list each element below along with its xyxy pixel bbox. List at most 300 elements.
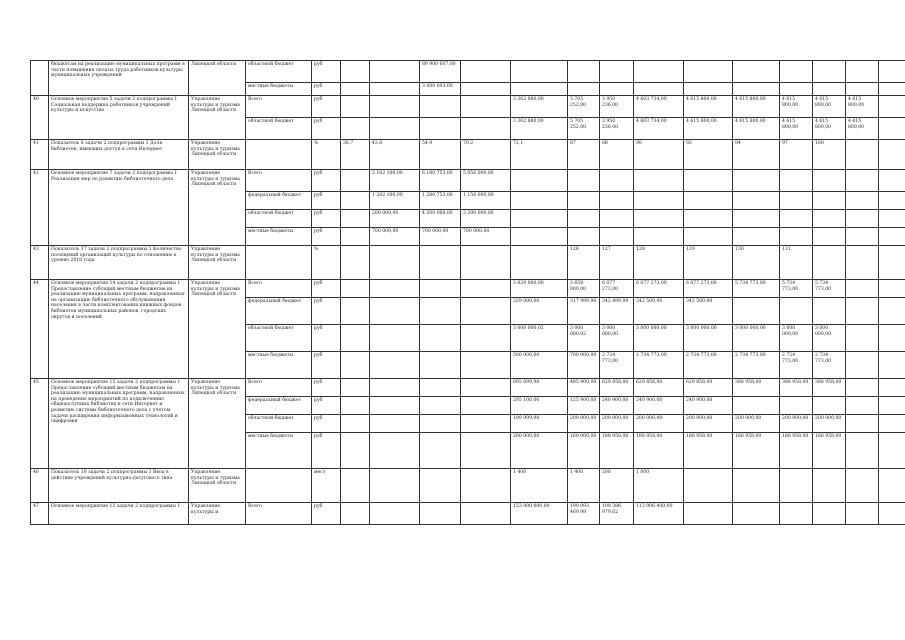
table-cell: 695 099,98 [511,379,568,397]
table-cell [600,210,634,228]
table-cell: руб [312,503,341,525]
table-cell [420,352,461,379]
table-cell [420,118,461,140]
table-cell: федеральный бюджет [246,298,312,325]
table-cell [511,170,568,192]
table-cell: Основное мероприятие 14 задачи 2 подпрограммы 1 Предоставление субсидий местным бюджетам на реализацию муниципальных программ, направленных на организацию библиотечного обслуживания населения в части комплектования книжных фондов библиотек муниципальных районов, городских округов и поселений [49,280,189,379]
table-cell [600,61,634,83]
table-cell [780,298,813,325]
table-cell: 700 000,00 [420,228,461,246]
table-cell [511,228,568,246]
table-cell: местные бюджеты [246,433,312,469]
table-cell [511,61,568,83]
table-cell: 90 [634,140,684,170]
table-cell [420,415,461,433]
table-cell [246,469,312,503]
table-cell [879,433,905,469]
table-cell: 1 400 [568,469,600,503]
table-cell: 5 734 773,00 [780,280,813,298]
table-cell [780,61,813,83]
table-cell [733,170,780,192]
table-cell: 188 958,00 [733,433,780,469]
table-cell: 4 615 800,00 [780,96,813,118]
table-cell: 4 603 734,00 [634,96,684,118]
table-cell: 700 000,00 [370,228,420,246]
table-cell: 200 000,00 [733,415,780,433]
table-cell [846,210,879,228]
table-cell [846,140,879,170]
table-cell [370,379,420,397]
table-cell: Управление культуры и туризма Липецкой области [189,469,246,503]
table-cell [370,469,420,503]
table-cell: 200 000,00 [684,415,733,433]
table-row [31,96,905,118]
table-cell: Показатель 17 задачи 2 подпрограммы 1 Количество посещений организаций культуры по отношению к уровню 2010 года [49,246,189,280]
table-cell [813,192,846,210]
table-cell: 153 000 000,00 [511,503,568,525]
table-cell [341,352,370,379]
table-cell [634,61,684,83]
table-cell [511,192,568,210]
table-cell: 3 000 003,00 [420,83,461,96]
table-cell: Показатель 18 задачи 2 подпрограммы 1 Ввод в действие учреждений культурно-досугового типа [49,469,189,503]
table-cell: 54,9 [420,140,461,170]
table-cell: руб [312,83,341,96]
table-cell [684,228,733,246]
table-cell [879,325,905,352]
table-cell: 190 993 469,98 [568,503,600,525]
table-cell [461,503,511,525]
table-cell [370,298,420,325]
table-cell [684,469,733,503]
table-cell: руб [312,118,341,140]
table-row [31,61,905,83]
table-cell [846,325,879,352]
table-cell [420,280,461,298]
table-cell: 342 500,00 [634,298,684,325]
table-cell [370,352,420,379]
table-cell: 5 705 252,00 [568,118,600,140]
table-cell: Управление культуры и туризма Липецкой области [189,280,246,379]
table-cell [246,140,312,170]
table-cell: 1 156 000,00 [461,192,511,210]
table-cell: Всего [246,280,312,298]
table-cell [733,228,780,246]
table-cell [370,280,420,298]
table-cell [879,170,905,192]
table-cell [420,379,461,397]
table-cell: руб [312,96,341,118]
table-cell [846,433,879,469]
table-cell: 629 858,00 [634,379,684,397]
table-cell: 1 400 [511,469,568,503]
table-cell: 200 [600,469,634,503]
table-cell: Показатель 8 задачи 2 подпрограммы 1 Доля библиотек, имеющих доступ к сети Интернет [49,140,189,170]
table-cell [684,192,733,210]
table-cell: 4 615 800,00 [780,118,813,140]
table-cell [370,96,420,118]
table-cell: 388 958,00 [813,379,846,397]
table-cell: 109 386 979,62 [600,503,634,525]
table-cell [600,192,634,210]
table-cell: 4 603 734,00 [634,118,684,140]
table-row [31,280,905,298]
table-cell: 42 [31,170,49,246]
table-cell [879,228,905,246]
table-cell: 46 [31,469,49,503]
table-cell: областной бюджет [246,210,312,228]
table-cell [684,210,733,228]
table-cell: 1 282 100,00 [370,192,420,210]
table-cell [846,379,879,397]
table-cell: 4 615 800,00 [684,96,733,118]
table-cell [370,325,420,352]
table-cell: 72,1 [511,140,568,170]
table-cell [846,397,879,415]
table-cell: областной бюджет [246,415,312,433]
table-cell: 131 [780,246,813,280]
table-cell: 2 734 773,00 [780,352,813,379]
table-cell [879,298,905,325]
table-cell [879,61,905,83]
table-cell: 200 000,00 [370,210,420,228]
table-cell: 5 734 773,00 [733,280,780,298]
table-cell [634,210,684,228]
table-cell: 2 182 100,00 [370,170,420,192]
table-cell: 4 615 800,00 [846,96,879,118]
table-cell: 2 734 773,00 [600,352,634,379]
table-cell [420,96,461,118]
table-cell: 3 000 000,00 [634,325,684,352]
table-cell: 3 362 880,00 [511,118,568,140]
table-cell: 6 077 273,00 [600,280,634,298]
table-cell [733,469,780,503]
table-cell: бюджетам на реализацию муниципальных программ в части повышения оплаты труда работников культуры муниципальных учреждений [49,61,189,96]
table-cell: руб [312,397,341,415]
table-cell [684,170,733,192]
table-cell: руб [312,433,341,469]
table-cell: 3 658 000,00 [568,280,600,298]
table-cell [568,228,600,246]
table-cell [461,433,511,469]
table-cell [780,228,813,246]
table-cell [511,83,568,96]
table-cell: 5 056 000,00 [461,170,511,192]
table-cell [341,210,370,228]
table-cell: 4 615 800,00 [813,118,846,140]
table-cell: 3 829 000,00 [511,280,568,298]
table-cell [461,83,511,96]
table-cell [341,397,370,415]
table-cell [341,415,370,433]
table-cell [341,61,370,83]
table-cell: 3 000 000,00 [813,325,846,352]
table-cell [846,503,879,525]
table-cell: 113 906 400,00 [634,503,684,525]
table-cell: руб [312,210,341,228]
table-row [31,170,905,192]
table-cell: Управление культуры и [189,503,246,525]
table-cell: 3 000 000,02 [511,325,568,352]
table-cell [568,170,600,192]
table-cell: 70,2 [461,140,511,170]
table-cell [879,192,905,210]
table-cell [600,228,634,246]
table-row [31,246,905,280]
table-cell: руб [312,379,341,397]
table-cell: руб [312,170,341,192]
table-cell: 45 [31,379,49,469]
table-cell [846,298,879,325]
table-cell [341,503,370,525]
table-cell: 41 [31,140,49,170]
table-cell [813,397,846,415]
table-cell: 200 000,00 [511,433,568,469]
table-cell [341,246,370,280]
table-cell: 2 734 773,00 [733,352,780,379]
table-cell [846,170,879,192]
table-cell [780,397,813,415]
table-cell: 188 958,00 [600,433,634,469]
table-cell: 3 000 000,00 [600,325,634,352]
table-cell [370,415,420,433]
table-cell [780,192,813,210]
table-cell: 188 958,00 [780,433,813,469]
table-cell: 89 900 607,00 [420,61,461,83]
table-cell [813,246,846,280]
table-cell [341,83,370,96]
table-cell: местные бюджеты [246,352,312,379]
table-cell [461,352,511,379]
table-cell [341,433,370,469]
table-cell: федеральный бюджет [246,192,312,210]
table-cell: 240 900,00 [634,397,684,415]
table-row [31,379,905,397]
table-cell [370,61,420,83]
table-row [31,469,905,503]
table-cell: 88 [600,140,634,170]
table-cell: руб [312,415,341,433]
table-cell: 92 [684,140,733,170]
table-cell: руб [312,298,341,325]
table-cell [879,397,905,415]
table-cell [846,469,879,503]
table-cell [733,83,780,96]
table-cell: 240 900,00 [600,397,634,415]
table-cell: руб [312,325,341,352]
table-cell: 700 000,00 [568,352,600,379]
table-cell [341,379,370,397]
table-cell: % [312,246,341,280]
table-cell: Управление культуры и туризма Липецкой области [189,379,246,469]
table-cell [370,433,420,469]
table-cell [341,325,370,352]
table-cell: 329 000,00 [511,298,568,325]
table-cell [813,210,846,228]
table-cell: 1 280 753,00 [420,192,461,210]
table-cell [461,298,511,325]
table-cell: 3 000 000,00 [684,325,733,352]
table-cell: областной бюджет [246,61,312,83]
table-cell [780,469,813,503]
table-cell: руб [312,61,341,83]
table-cell [813,469,846,503]
table-cell: Основное мероприятие 7 задачи 2 подпрограммы 1 Реализация мер по развитию библиотечного дела [49,170,189,246]
table-cell [634,83,684,96]
table-cell: 200 000,00 [780,415,813,433]
table-cell: 40 [31,96,49,140]
table-cell [733,192,780,210]
table-cell: 44 [31,280,49,379]
table-cell [341,192,370,210]
table-cell: 87 [568,140,600,170]
table-cell [341,118,370,140]
table-cell: местные бюджеты [246,83,312,96]
table-cell [568,210,600,228]
table-cell: 130 [733,246,780,280]
table-cell: 4 615 800,00 [813,96,846,118]
table-cell [370,503,420,525]
table-cell [420,397,461,415]
table-cell: местные бюджеты [246,228,312,246]
table-cell [879,210,905,228]
table-cell [733,210,780,228]
table-cell: 129 [684,246,733,280]
table-cell [341,96,370,118]
table-cell [420,246,461,280]
table-cell: 200 000,00 [813,415,846,433]
table-cell: 188 958,00 [813,433,846,469]
table-cell [879,469,905,503]
table-cell [341,170,370,192]
table-cell: 3 000 000,00 [733,325,780,352]
table-cell: областной бюджет [246,118,312,140]
table-cell: 94 [733,140,780,170]
table-cell [461,379,511,397]
table-cell: 4 615 800,00 [733,96,780,118]
table-cell [846,352,879,379]
table-cell: 5 734 773,00 [813,280,846,298]
table-cell [634,228,684,246]
table-cell [420,503,461,525]
table-cell: 4 615 800,00 [733,118,780,140]
table-cell [341,228,370,246]
table-cell: 629 858,00 [684,379,733,397]
table-cell [846,192,879,210]
table-cell [733,397,780,415]
table-cell [879,503,905,525]
table-cell: 127 [600,246,634,280]
table-cell [461,325,511,352]
table-cell: 200 000,00 [600,415,634,433]
table-cell: 4 200 000,00 [420,210,461,228]
table-cell: 295 100,00 [511,397,568,415]
table-cell: 500 000,00 [511,352,568,379]
table-body [31,61,905,525]
table-cell [879,280,905,298]
table-cell: 6 077 273,00 [684,280,733,298]
table-cell: Управление культуры и туризма Липецкой области [189,246,246,280]
table-cell [879,83,905,96]
table-cell [341,280,370,298]
table-cell [813,503,846,525]
table-cell: областной бюджет [246,325,312,352]
table-cell [634,170,684,192]
table-cell: 2 734 773,00 [684,352,733,379]
table-cell: 47 [31,503,49,525]
table-cell: Управление культуры и туризма Липецкой области [189,96,246,140]
table-cell [733,298,780,325]
table-cell [813,298,846,325]
table-row [31,140,905,170]
table-row [31,503,905,525]
budget-table [30,60,905,525]
table-cell [600,170,634,192]
table-cell [780,170,813,192]
table-cell: 200 000,00 [634,415,684,433]
table-cell: руб [312,280,341,298]
table-cell [846,61,879,83]
table-cell: 200 000,00 [568,415,600,433]
table-cell: Управление культуры и туризма Липецкой области [189,170,246,246]
table-cell [879,118,905,140]
table-cell: Всего [246,96,312,118]
table-cell [461,61,511,83]
table-cell: Основное мероприятие 5 задачи 2 подпрограммы 1 Социальная поддержка работников учреждений культуры и искусства [49,96,189,140]
table-cell [511,210,568,228]
table-cell: 342 500,00 [684,298,733,325]
table-cell [511,246,568,280]
table-cell [780,83,813,96]
table-cell: Основное мероприятие 15 задачи 2 подпрограммы 1 Предоставление субсидий местным бюджетам на реализацию муниципальных программ, направленных на проведение мероприятий по подключению общедоступных библиотек к сети Интернет и развитию системы библиотечного дела с учетом задачи расширения информационных технологий и оцифровки [49,379,189,469]
table-cell: Всего [246,379,312,397]
table-cell: 97 [780,140,813,170]
table-cell: 2 734 773,00 [813,352,846,379]
table-cell [568,61,600,83]
table-cell [461,96,511,118]
table-cell: 342 499,99 [600,298,634,325]
table-cell [461,469,511,503]
table-cell [879,415,905,433]
table-cell [813,83,846,96]
table-cell: 4 615 800,00 [846,118,879,140]
table-cell: 188 958,00 [684,433,733,469]
table-cell [684,503,733,525]
table-cell: 629 858,00 [600,379,634,397]
table-cell [846,83,879,96]
table-cell [461,280,511,298]
table-cell [568,83,600,96]
table-cell: 3 362 880,00 [511,96,568,118]
table-cell [879,379,905,397]
table-cell [461,118,511,140]
table-cell: Всего [246,503,312,525]
table-cell [568,192,600,210]
table-cell: 3 950 236,00 [600,118,634,140]
table-cell: 1 000 [634,469,684,503]
table-cell: 6 077 273,00 [634,280,684,298]
table-cell: руб [312,228,341,246]
table-cell [846,415,879,433]
table-cell [341,469,370,503]
table-cell: 160 000,00 [568,433,600,469]
table-cell [341,298,370,325]
table-cell [879,246,905,280]
table-cell: 188 958,00 [634,433,684,469]
table-cell: 3 000 000,00 [780,325,813,352]
table-cell [420,298,461,325]
table-cell [684,61,733,83]
